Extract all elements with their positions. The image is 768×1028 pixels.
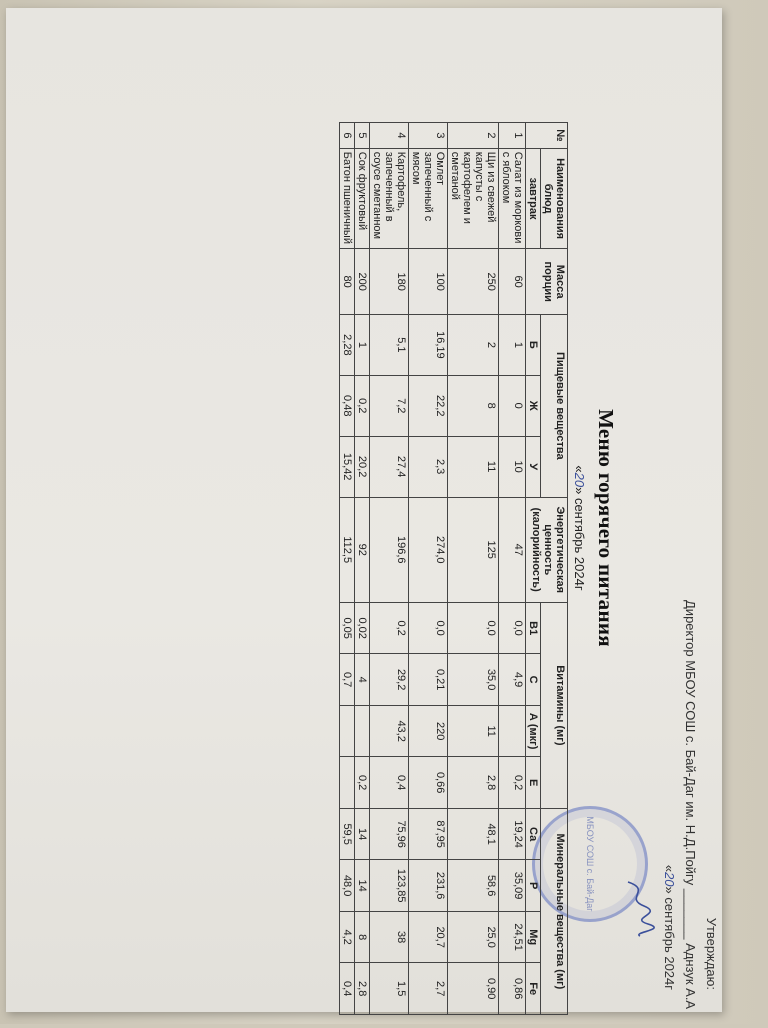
- approval-block: [659, 600, 722, 1010]
- header-p: Р: [526, 860, 541, 912]
- cell-ca: 14: [355, 808, 370, 860]
- cell-ca: 59,5: [340, 808, 355, 860]
- cell-fe: 0,90: [448, 963, 499, 1015]
- cell-b1: 0,02: [355, 602, 370, 654]
- cell-num: 1: [499, 123, 526, 149]
- cell-p: 48,0: [340, 860, 355, 912]
- cell-u: 15,42: [340, 436, 355, 497]
- cell-energy: 125: [448, 497, 499, 602]
- cell-zh: 0,2: [355, 375, 370, 436]
- cell-zh: 0,48: [340, 375, 355, 436]
- header-vitamins: Витамины (мг): [541, 602, 568, 808]
- cell-mass: 100: [409, 249, 448, 315]
- cell-b: 1: [355, 314, 370, 375]
- approval-date-day: 20: [662, 872, 677, 887]
- cell-name: Щи из свежей капусты с картофелем и сметаной: [448, 148, 499, 249]
- cell-c: 0,21: [409, 654, 448, 706]
- cell-p: 58,6: [448, 860, 499, 912]
- cell-mass: 80: [340, 249, 355, 315]
- header-energy: Энергетическая ценность (калорийность): [526, 497, 568, 602]
- cell-num: 5: [355, 123, 370, 149]
- cell-ca: 87,95: [409, 808, 448, 860]
- cell-mg: 38: [370, 911, 409, 963]
- header-zh: Ж: [526, 375, 541, 436]
- cell-u: 20,2: [355, 436, 370, 497]
- cell-mg: 8: [355, 911, 370, 963]
- cell-mg: 25,0: [448, 911, 499, 963]
- menu-table-body: [340, 123, 526, 1015]
- cell-b: 2: [448, 314, 499, 375]
- cell-c: 29,2: [370, 654, 409, 706]
- cell-energy: 196,6: [370, 497, 409, 602]
- cell-mg: 4,2: [340, 911, 355, 963]
- menu-table: [339, 122, 568, 1015]
- cell-mg: 24,51: [499, 911, 526, 963]
- header-u: У: [526, 436, 541, 497]
- cell-b: 2,28: [340, 314, 355, 375]
- cell-e: [340, 757, 355, 809]
- cell-energy: 47: [499, 497, 526, 602]
- cell-mass: 200: [355, 249, 370, 315]
- cell-ca: 48,1: [448, 808, 499, 860]
- header-b: Б: [526, 314, 541, 375]
- table-row: [499, 123, 526, 1015]
- cell-name: Сок фруктовый: [355, 148, 370, 249]
- cell-e: 0,4: [370, 757, 409, 809]
- header-b1: В1: [526, 602, 541, 654]
- cell-zh: 8: [448, 375, 499, 436]
- cell-num: 2: [448, 123, 499, 149]
- header-mass: Масса порции: [526, 249, 568, 315]
- cell-name: Омлет запеченный с мясом: [409, 148, 448, 249]
- cell-fe: 1,5: [370, 963, 409, 1015]
- cell-mass: 250: [448, 249, 499, 315]
- cell-b: 16,19: [409, 314, 448, 375]
- table-row: [355, 123, 370, 1015]
- table-row: [340, 123, 355, 1015]
- table-row: [409, 123, 448, 1015]
- cell-b1: 0,0: [409, 602, 448, 654]
- cell-a: 43,2: [370, 705, 409, 757]
- cell-u: 27,4: [370, 436, 409, 497]
- cell-fe: 0,86: [499, 963, 526, 1015]
- header-a: А (мкг): [526, 705, 541, 757]
- header-e: Е: [526, 757, 541, 809]
- cell-energy: 112,5: [340, 497, 355, 602]
- cell-b1: 0,05: [340, 602, 355, 654]
- cell-a: [340, 705, 355, 757]
- cell-ca: 75,96: [370, 808, 409, 860]
- approval-date: «20» сентябрь 2024г: [662, 864, 677, 990]
- cell-name: Картофель, запеченный в соусе сметанном: [370, 148, 409, 249]
- header-nutrients: Пищевые вещества: [541, 314, 568, 497]
- page-title: Меню горячего питания: [594, 409, 618, 647]
- cell-mass: 60: [499, 249, 526, 315]
- table-row: [448, 123, 499, 1015]
- cell-b1: 0,2: [370, 602, 409, 654]
- cell-energy: 92: [355, 497, 370, 602]
- cell-u: 2,3: [409, 436, 448, 497]
- header-breakfast: завтрак: [526, 148, 541, 249]
- header-c: С: [526, 654, 541, 706]
- cell-num: 6: [340, 123, 355, 149]
- cell-num: 3: [409, 123, 448, 149]
- cell-p: 14: [355, 860, 370, 912]
- header-fe: Fe: [526, 963, 541, 1015]
- cell-fe: 2,7: [409, 963, 448, 1015]
- cell-e: 0,2: [355, 757, 370, 809]
- cell-b1: 0,0: [448, 602, 499, 654]
- table-row: [370, 123, 409, 1015]
- cell-fe: 0,4: [340, 963, 355, 1015]
- header-num: №: [526, 123, 568, 149]
- cell-p: 35,09: [499, 860, 526, 912]
- header-minerals: Минеральные вещества (мг): [541, 808, 568, 1014]
- cell-u: 10: [499, 436, 526, 497]
- cell-p: 231,6: [409, 860, 448, 912]
- cell-c: 0,7: [340, 654, 355, 706]
- cell-name: Батон пшеничный: [340, 148, 355, 249]
- header-mg: Mg: [526, 911, 541, 963]
- cell-c: 4: [355, 654, 370, 706]
- cell-b1: 0,0: [499, 602, 526, 654]
- stamp-text: МБОУ СОШ с. Бай-Даг: [585, 816, 595, 912]
- cell-a: 220: [409, 705, 448, 757]
- cell-energy: 274,0: [409, 497, 448, 602]
- header-name: Наименования блюд: [541, 148, 568, 249]
- cell-b: 1: [499, 314, 526, 375]
- cell-e: 0,2: [499, 757, 526, 809]
- approval-director: Директор МБОУ СОШ с. Бай-Даг им. Н.Д.Пойгу _______ Аднзук А.А: [683, 600, 698, 1010]
- approval-heading: Утверждаю:: [704, 917, 719, 990]
- cell-zh: 0: [499, 375, 526, 436]
- cell-e: 2,8: [448, 757, 499, 809]
- menu-date-day: 20: [572, 472, 587, 488]
- cell-p: 123,85: [370, 860, 409, 912]
- cell-name: Салат из моркови с яблоком: [499, 148, 526, 249]
- cell-e: 0,66: [409, 757, 448, 809]
- header-ca: Са: [526, 808, 541, 860]
- cell-mass: 180: [370, 249, 409, 315]
- cell-ca: 19,24: [499, 808, 526, 860]
- cell-u: 11: [448, 436, 499, 497]
- cell-b: 5,1: [370, 314, 409, 375]
- cell-zh: 7,2: [370, 375, 409, 436]
- header-row-1: [541, 123, 568, 1015]
- cell-c: 4,9: [499, 654, 526, 706]
- cell-c: 35,0: [448, 654, 499, 706]
- document-sheet: [6, 8, 722, 1012]
- cell-num: 4: [370, 123, 409, 149]
- cell-mg: 20,7: [409, 911, 448, 963]
- rotated-page: [18, 28, 718, 1028]
- title-block: [572, 28, 618, 1028]
- cell-a: [355, 705, 370, 757]
- cell-fe: 2,8: [355, 963, 370, 1015]
- cell-zh: 22,2: [409, 375, 448, 436]
- signature-icon: [618, 878, 658, 938]
- cell-a: [499, 705, 526, 757]
- cell-a: 11: [448, 705, 499, 757]
- menu-date: «20» сентябрь 2024г: [572, 465, 587, 591]
